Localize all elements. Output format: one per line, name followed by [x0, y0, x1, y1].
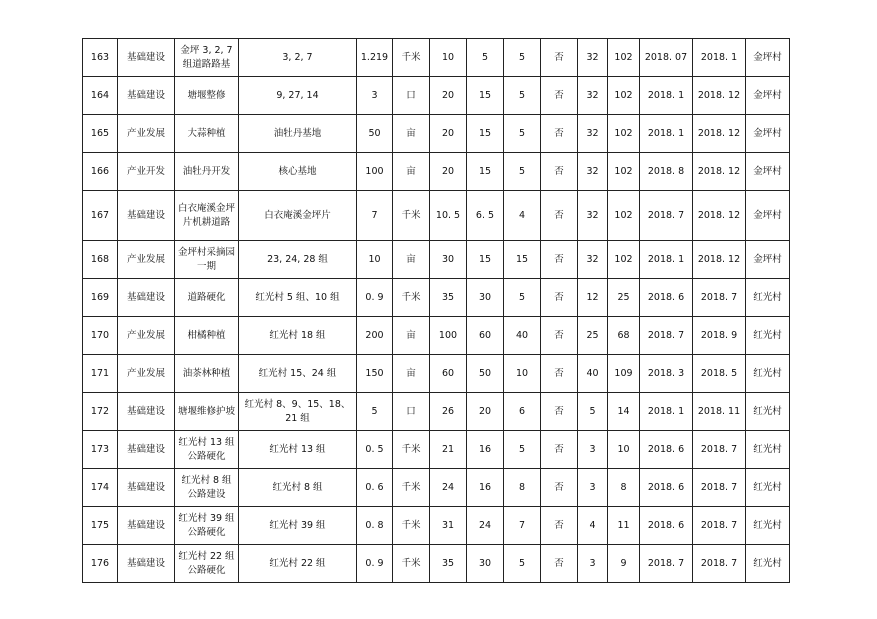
flag-cell: 否 [541, 355, 578, 393]
fund-b-cell: 5 [504, 77, 541, 115]
end-date-cell: 2018. 7 [693, 545, 746, 583]
unit-cell: 亩 [393, 153, 430, 191]
total-investment-cell: 20 [430, 77, 467, 115]
end-date-cell: 2018. 9 [693, 317, 746, 355]
location-cell: 红光村 39 组 [239, 507, 357, 545]
people-cell: 10 [608, 431, 640, 469]
unit-cell: 千米 [393, 507, 430, 545]
total-investment-cell: 26 [430, 393, 467, 431]
project-name-cell: 红光村 39 组公路硬化 [175, 507, 239, 545]
table-row [83, 191, 790, 241]
table-body [83, 39, 790, 583]
people-cell: 25 [608, 279, 640, 317]
village-cell: 金坪村 [746, 77, 790, 115]
total-investment-cell: 10. 5 [430, 191, 467, 241]
flag-cell: 否 [541, 431, 578, 469]
village-cell: 红光村 [746, 355, 790, 393]
village-cell: 红光村 [746, 469, 790, 507]
location-cell: 红光村 13 组 [239, 431, 357, 469]
village-cell: 红光村 [746, 393, 790, 431]
table-row [83, 431, 790, 469]
row-number: 167 [83, 191, 118, 241]
start-date-cell: 2018. 1 [640, 393, 693, 431]
location-cell: 油牡丹基地 [239, 115, 357, 153]
scale-cell: 200 [357, 317, 393, 355]
households-cell: 40 [578, 355, 608, 393]
row-number: 176 [83, 545, 118, 583]
flag-cell: 否 [541, 191, 578, 241]
end-date-cell: 2018. 12 [693, 241, 746, 279]
households-cell: 3 [578, 469, 608, 507]
table-row [83, 39, 790, 77]
start-date-cell: 2018. 1 [640, 77, 693, 115]
project-name-cell: 红光村 22 组公路硬化 [175, 545, 239, 583]
village-cell: 金坪村 [746, 115, 790, 153]
start-date-cell: 2018. 07 [640, 39, 693, 77]
row-number: 171 [83, 355, 118, 393]
scale-cell: 150 [357, 355, 393, 393]
location-cell: 3, 2, 7 [239, 39, 357, 77]
households-cell: 32 [578, 77, 608, 115]
end-date-cell: 2018. 1 [693, 39, 746, 77]
location-cell: 23, 24, 28 组 [239, 241, 357, 279]
people-cell: 102 [608, 77, 640, 115]
households-cell: 12 [578, 279, 608, 317]
start-date-cell: 2018. 1 [640, 115, 693, 153]
table-row [83, 507, 790, 545]
fund-b-cell: 5 [504, 115, 541, 153]
people-cell: 68 [608, 317, 640, 355]
total-investment-cell: 31 [430, 507, 467, 545]
fund-a-cell: 30 [467, 279, 504, 317]
people-cell: 102 [608, 115, 640, 153]
unit-cell: 千米 [393, 279, 430, 317]
row-number: 174 [83, 469, 118, 507]
fund-b-cell: 15 [504, 241, 541, 279]
unit-cell: 千米 [393, 469, 430, 507]
location-cell: 红光村 18 组 [239, 317, 357, 355]
end-date-cell: 2018. 7 [693, 279, 746, 317]
flag-cell: 否 [541, 153, 578, 191]
fund-b-cell: 5 [504, 153, 541, 191]
unit-cell: 千米 [393, 545, 430, 583]
project-name-cell: 塘堰整修 [175, 77, 239, 115]
project-name-cell: 红光村 8 组公路建设 [175, 469, 239, 507]
people-cell: 8 [608, 469, 640, 507]
location-cell: 9, 27, 14 [239, 77, 357, 115]
flag-cell: 否 [541, 241, 578, 279]
table-row [83, 241, 790, 279]
location-cell: 白衣庵溪金坪片 [239, 191, 357, 241]
table-row [83, 115, 790, 153]
category-cell: 基础建设 [118, 393, 175, 431]
fund-a-cell: 24 [467, 507, 504, 545]
village-cell: 金坪村 [746, 39, 790, 77]
village-cell: 金坪村 [746, 153, 790, 191]
category-cell: 基础建设 [118, 431, 175, 469]
project-name-cell: 白衣庵溪金坪片机耕道路 [175, 191, 239, 241]
fund-a-cell: 16 [467, 431, 504, 469]
project-table [82, 38, 790, 583]
households-cell: 3 [578, 545, 608, 583]
flag-cell: 否 [541, 115, 578, 153]
people-cell: 11 [608, 507, 640, 545]
row-number: 163 [83, 39, 118, 77]
fund-a-cell: 6. 5 [467, 191, 504, 241]
total-investment-cell: 35 [430, 279, 467, 317]
unit-cell: 千米 [393, 39, 430, 77]
fund-a-cell: 5 [467, 39, 504, 77]
total-investment-cell: 35 [430, 545, 467, 583]
scale-cell: 0. 9 [357, 279, 393, 317]
flag-cell: 否 [541, 39, 578, 77]
fund-b-cell: 6 [504, 393, 541, 431]
row-number: 166 [83, 153, 118, 191]
table-row [83, 77, 790, 115]
unit-cell: 亩 [393, 241, 430, 279]
total-investment-cell: 10 [430, 39, 467, 77]
flag-cell: 否 [541, 545, 578, 583]
flag-cell: 否 [541, 469, 578, 507]
category-cell: 产业开发 [118, 153, 175, 191]
fund-b-cell: 8 [504, 469, 541, 507]
fund-b-cell: 4 [504, 191, 541, 241]
project-name-cell: 道路硬化 [175, 279, 239, 317]
fund-a-cell: 30 [467, 545, 504, 583]
project-name-cell: 大蒜种植 [175, 115, 239, 153]
people-cell: 14 [608, 393, 640, 431]
category-cell: 产业发展 [118, 115, 175, 153]
start-date-cell: 2018. 1 [640, 241, 693, 279]
fund-a-cell: 15 [467, 115, 504, 153]
row-number: 173 [83, 431, 118, 469]
households-cell: 32 [578, 115, 608, 153]
project-name-cell: 金坪 3, 2, 7 组道路路基 [175, 39, 239, 77]
row-number: 165 [83, 115, 118, 153]
row-number: 169 [83, 279, 118, 317]
end-date-cell: 2018. 7 [693, 469, 746, 507]
location-cell: 红光村 5 组、10 组 [239, 279, 357, 317]
fund-a-cell: 20 [467, 393, 504, 431]
location-cell: 红光村 15、24 组 [239, 355, 357, 393]
scale-cell: 10 [357, 241, 393, 279]
fund-b-cell: 5 [504, 279, 541, 317]
category-cell: 产业发展 [118, 355, 175, 393]
fund-b-cell: 40 [504, 317, 541, 355]
people-cell: 9 [608, 545, 640, 583]
scale-cell: 7 [357, 191, 393, 241]
start-date-cell: 2018. 6 [640, 279, 693, 317]
households-cell: 3 [578, 431, 608, 469]
category-cell: 基础建设 [118, 191, 175, 241]
fund-b-cell: 5 [504, 431, 541, 469]
scale-cell: 0. 8 [357, 507, 393, 545]
end-date-cell: 2018. 7 [693, 431, 746, 469]
flag-cell: 否 [541, 279, 578, 317]
table-row [83, 317, 790, 355]
total-investment-cell: 100 [430, 317, 467, 355]
category-cell: 产业发展 [118, 317, 175, 355]
start-date-cell: 2018. 7 [640, 191, 693, 241]
fund-a-cell: 15 [467, 241, 504, 279]
unit-cell: 千米 [393, 191, 430, 241]
start-date-cell: 2018. 7 [640, 317, 693, 355]
row-number: 172 [83, 393, 118, 431]
village-cell: 红光村 [746, 317, 790, 355]
scale-cell: 0. 9 [357, 545, 393, 583]
start-date-cell: 2018. 8 [640, 153, 693, 191]
flag-cell: 否 [541, 317, 578, 355]
project-name-cell: 油茶林种植 [175, 355, 239, 393]
fund-a-cell: 15 [467, 77, 504, 115]
end-date-cell: 2018. 12 [693, 191, 746, 241]
end-date-cell: 2018. 5 [693, 355, 746, 393]
fund-a-cell: 15 [467, 153, 504, 191]
table-row [83, 393, 790, 431]
end-date-cell: 2018. 12 [693, 115, 746, 153]
table-row [83, 355, 790, 393]
fund-b-cell: 5 [504, 39, 541, 77]
location-cell: 红光村 8、9、15、18、21 组 [239, 393, 357, 431]
people-cell: 102 [608, 191, 640, 241]
table-row [83, 153, 790, 191]
village-cell: 金坪村 [746, 191, 790, 241]
scale-cell: 0. 6 [357, 469, 393, 507]
households-cell: 4 [578, 507, 608, 545]
scale-cell: 50 [357, 115, 393, 153]
row-number: 168 [83, 241, 118, 279]
households-cell: 5 [578, 393, 608, 431]
village-cell: 红光村 [746, 279, 790, 317]
location-cell: 核心基地 [239, 153, 357, 191]
end-date-cell: 2018. 7 [693, 507, 746, 545]
households-cell: 32 [578, 241, 608, 279]
village-cell: 红光村 [746, 545, 790, 583]
unit-cell: 亩 [393, 317, 430, 355]
households-cell: 25 [578, 317, 608, 355]
start-date-cell: 2018. 3 [640, 355, 693, 393]
households-cell: 32 [578, 39, 608, 77]
start-date-cell: 2018. 6 [640, 507, 693, 545]
people-cell: 102 [608, 241, 640, 279]
start-date-cell: 2018. 6 [640, 469, 693, 507]
total-investment-cell: 20 [430, 153, 467, 191]
fund-b-cell: 10 [504, 355, 541, 393]
fund-b-cell: 5 [504, 545, 541, 583]
flag-cell: 否 [541, 393, 578, 431]
village-cell: 红光村 [746, 431, 790, 469]
scale-cell: 100 [357, 153, 393, 191]
total-investment-cell: 20 [430, 115, 467, 153]
start-date-cell: 2018. 7 [640, 545, 693, 583]
flag-cell: 否 [541, 77, 578, 115]
row-number: 170 [83, 317, 118, 355]
category-cell: 基础建设 [118, 279, 175, 317]
total-investment-cell: 30 [430, 241, 467, 279]
end-date-cell: 2018. 11 [693, 393, 746, 431]
scale-cell: 1.219 [357, 39, 393, 77]
flag-cell: 否 [541, 507, 578, 545]
scale-cell: 3 [357, 77, 393, 115]
category-cell: 基础建设 [118, 77, 175, 115]
village-cell: 红光村 [746, 507, 790, 545]
unit-cell: 口 [393, 393, 430, 431]
people-cell: 102 [608, 39, 640, 77]
village-cell: 金坪村 [746, 241, 790, 279]
row-number: 175 [83, 507, 118, 545]
project-name-cell: 油牡丹开发 [175, 153, 239, 191]
location-cell: 红光村 8 组 [239, 469, 357, 507]
end-date-cell: 2018. 12 [693, 77, 746, 115]
unit-cell: 亩 [393, 115, 430, 153]
total-investment-cell: 24 [430, 469, 467, 507]
category-cell: 产业发展 [118, 241, 175, 279]
unit-cell: 千米 [393, 431, 430, 469]
fund-a-cell: 60 [467, 317, 504, 355]
start-date-cell: 2018. 6 [640, 431, 693, 469]
people-cell: 102 [608, 153, 640, 191]
households-cell: 32 [578, 153, 608, 191]
fund-a-cell: 50 [467, 355, 504, 393]
project-name-cell: 柑橘种植 [175, 317, 239, 355]
row-number: 164 [83, 77, 118, 115]
table-row [83, 469, 790, 507]
project-name-cell: 塘堰维修护坡 [175, 393, 239, 431]
project-name-cell: 红光村 13 组公路硬化 [175, 431, 239, 469]
table-row [83, 545, 790, 583]
people-cell: 109 [608, 355, 640, 393]
category-cell: 基础建设 [118, 545, 175, 583]
fund-a-cell: 16 [467, 469, 504, 507]
households-cell: 32 [578, 191, 608, 241]
unit-cell: 亩 [393, 355, 430, 393]
unit-cell: 口 [393, 77, 430, 115]
category-cell: 基础建设 [118, 507, 175, 545]
category-cell: 基础建设 [118, 469, 175, 507]
scale-cell: 5 [357, 393, 393, 431]
fund-b-cell: 7 [504, 507, 541, 545]
total-investment-cell: 21 [430, 431, 467, 469]
project-name-cell: 金坪村采摘园一期 [175, 241, 239, 279]
location-cell: 红光村 22 组 [239, 545, 357, 583]
table-row [83, 279, 790, 317]
end-date-cell: 2018. 12 [693, 153, 746, 191]
category-cell: 基础建设 [118, 39, 175, 77]
scale-cell: 0. 5 [357, 431, 393, 469]
total-investment-cell: 60 [430, 355, 467, 393]
